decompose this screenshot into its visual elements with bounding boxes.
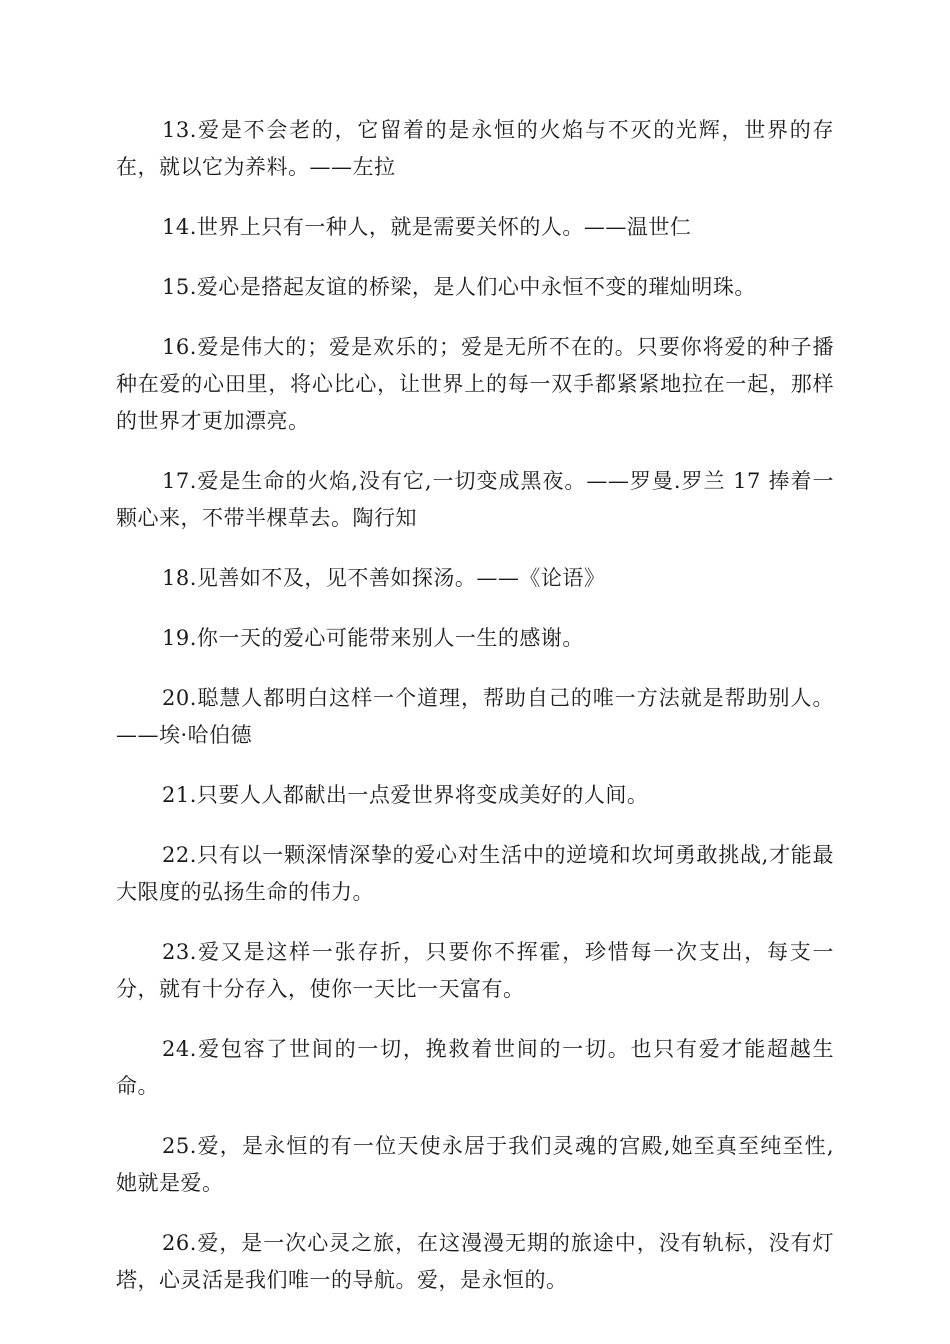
quote-paragraph-14: 14.世界上只有一种人，就是需要关怀的人。——温世仁 <box>162 215 692 239</box>
quote-paragraph-20: 20.聪慧人都明白这样一个道理，帮助自己的唯一方法就是帮助别人。——埃·哈伯德 <box>116 686 834 747</box>
quote-paragraph-17: 17.爱是生命的火焰,没有它,一切变成黑夜。——罗曼.罗兰 17 捧着一颗心来，不带半棵草去。陶行知 <box>116 469 834 530</box>
quote-paragraph-21: 21.只要人人都献出一点爱世界将变成美好的人间。 <box>162 783 649 807</box>
quote-paragraph-22: 22.只有以一颗深情深挚的爱心对生活中的逆境和坎坷勇敢挑战,才能最大限度的弘扬生命的伟力。 <box>116 843 834 904</box>
quote-paragraph-24: 24.爱包容了世间的一切，挽救着世间的一切。也只有爱才能超越生命。 <box>116 1037 834 1098</box>
quote-paragraph-19: 19.你一天的爱心可能带来别人一生的感谢。 <box>162 626 584 650</box>
document-body <box>116 112 834 1322</box>
quote-paragraph-18: 18.见善如不及，见不善如探汤。——《论语》 <box>162 566 606 590</box>
quote-paragraph-25: 25.爱，是永恒的有一位天使永居于我们灵魂的宫殿,她至真至纯至性,她就是爱。 <box>116 1134 834 1195</box>
quote-paragraph-26: 26.爱，是一次心灵之旅，在这漫漫无期的旅途中，没有轨标，没有灯塔，心灵活是我们唯一的导航。爱，是永恒的。 <box>116 1231 834 1292</box>
quote-paragraph-13: 13.爱是不会老的，它留着的是永恒的火焰与不灭的光辉，世界的存在，就以它为养料。——左拉 <box>116 118 834 179</box>
quote-paragraph-16: 16.爱是伟大的；爱是欢乐的；爱是无所不在的。只要你将爱的种子播种在爱的心田里，将心比心，让世界上的每一双手都紧紧地拉在一起，那样的世界才更加漂亮。 <box>116 335 834 433</box>
quote-paragraph-15: 15.爱心是搭起友谊的桥梁，是人们心中永恒不变的璀灿明珠。 <box>162 275 756 299</box>
quote-paragraph-23: 23.爱又是这样一张存折，只要你不挥霍，珍惜每一次支出，每支一分，就有十分存入，使你一天比一天富有。 <box>116 940 834 1001</box>
